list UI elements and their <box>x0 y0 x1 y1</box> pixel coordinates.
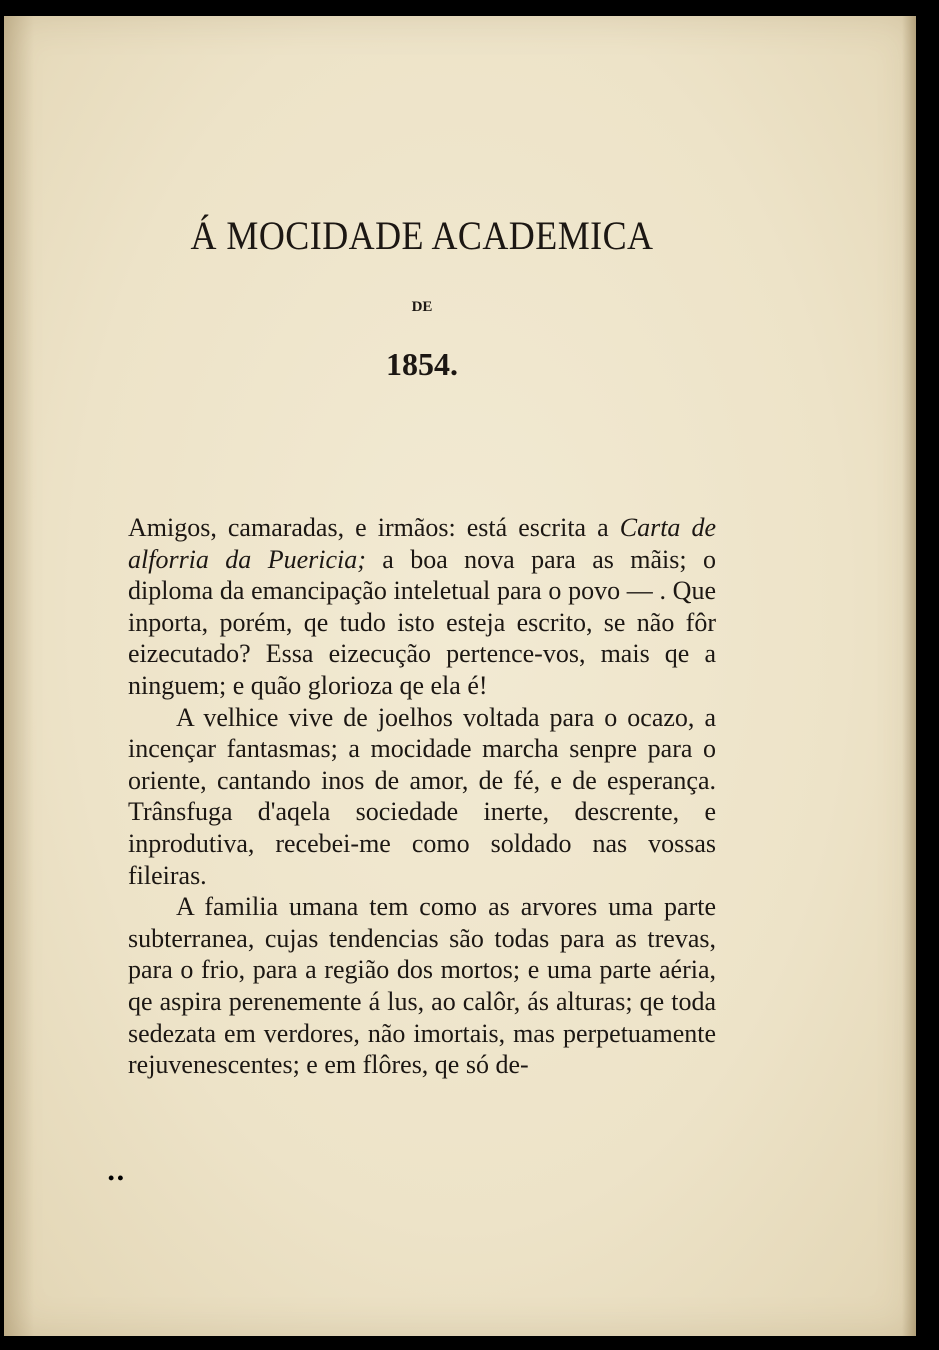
page-title: Á MOCIDADE ACADEMICA <box>190 213 654 258</box>
paragraph-2: A velhice vive de joelhos voltada para o ocazo, a incençar fantasmas; a mocidade marcha senpre para o oriente, cantando inos de amor, de fé, e de esperança. Trânsfuga d'aqela sociedade inerte, descrente, e inprodutiva, recebei-me como soldado nas vossas fileiras. <box>128 702 716 890</box>
title-subtitle: DE <box>411 299 433 315</box>
page-spine-shadow <box>4 16 34 1336</box>
paragraph-1 <box>128 512 716 702</box>
paragraph-1-rest: a boa nova para as mãis; o diploma da emancipação inteletual para o povo — . Que inporta, porém, qe tudo isto esteja escrito, se não fôr eizecutado? Essa eizecução pertence-vos, mais qe a ninguem; e quão glorioza qe ela é! <box>128 544 717 700</box>
title-year: 1854. <box>386 346 458 382</box>
paragraph-3: A familia umana tem como as arvores uma parte subterranea, cujas tendencias são todas para as trevas, para o frio, para a região dos mortos; e uma parte aéria, qe aspira perenemente á lus, ao calôr, ás alturas; qe toda sedezata em verdores, não imortais, mas perpetuamente rejuvenescentes; e em flôres, qe só de- <box>128 892 716 1080</box>
book-page <box>4 16 916 1336</box>
body-text <box>128 512 716 1081</box>
paragraph-1-italic: Carta de alforria da Puericia; <box>128 513 717 574</box>
page-edge-shadow <box>902 16 916 1336</box>
signature-mark: •• <box>108 1168 127 1188</box>
paragraph-1-opening: Amigos, camaradas, e irmãos: está escrita a <box>128 513 609 542</box>
